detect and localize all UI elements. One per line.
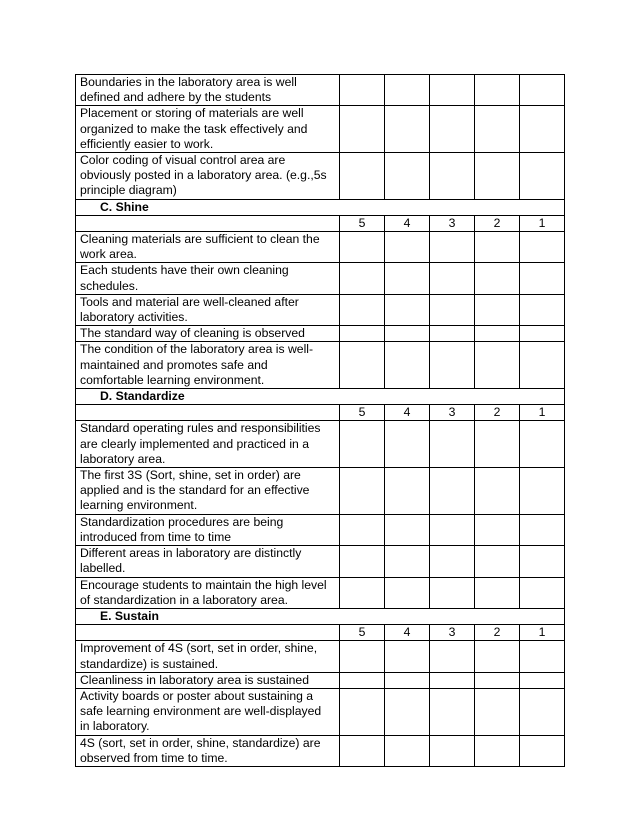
statement-line: Standard operating rules and responsibilities (80, 421, 321, 436)
statement-cell (76, 75, 340, 106)
rating-cell[interactable] (520, 577, 565, 608)
rating-cell[interactable] (475, 577, 520, 608)
rating-cell[interactable] (340, 75, 385, 106)
scale-value: 2 (475, 405, 520, 421)
rating-cell[interactable] (340, 546, 385, 577)
statement-row (76, 75, 565, 106)
statement-line: defined and adhere by the students (80, 90, 272, 105)
statement-row (76, 735, 565, 766)
rating-cell[interactable] (520, 672, 565, 688)
rating-cell[interactable] (385, 326, 430, 342)
statement-cell (76, 546, 340, 577)
statement-line: learning environment. (80, 498, 198, 513)
statement-row (76, 514, 565, 545)
statement-row (76, 106, 565, 153)
rating-cell[interactable] (475, 294, 520, 325)
rating-cell[interactable] (340, 672, 385, 688)
statement-row (76, 153, 565, 200)
rating-cell[interactable] (430, 468, 475, 515)
section-title: E. Sustain (76, 608, 565, 624)
statement-line: safe learning environment are well-displayed (80, 704, 322, 719)
survey-table (75, 74, 565, 767)
statement-cell (76, 106, 340, 153)
rating-cell[interactable] (385, 421, 430, 468)
rating-cell[interactable] (385, 577, 430, 608)
statement-line: Each students have their own cleaning (80, 263, 289, 278)
rating-cell[interactable] (385, 514, 430, 545)
rating-cell[interactable] (430, 735, 475, 766)
rating-cell[interactable] (385, 672, 430, 688)
statement-row (76, 641, 565, 672)
statement-row (76, 468, 565, 515)
scale-value: 5 (340, 405, 385, 421)
rating-cell[interactable] (340, 577, 385, 608)
rating-cell[interactable] (475, 75, 520, 106)
statement-cell (76, 294, 340, 325)
rating-cell[interactable] (385, 688, 430, 735)
statement-line: of standardization in a laboratory area. (80, 592, 288, 607)
rating-cell[interactable] (385, 641, 430, 672)
rating-cell[interactable] (430, 672, 475, 688)
statement-line: Different areas in laboratory are distinctly (80, 546, 302, 561)
rating-cell[interactable] (520, 735, 565, 766)
rating-cell[interactable] (520, 468, 565, 515)
rating-cell[interactable] (385, 232, 430, 263)
rating-cell[interactable] (475, 421, 520, 468)
statement-row (76, 577, 565, 608)
scale-value: 2 (475, 625, 520, 641)
statement-cell (76, 577, 340, 608)
statement-line: Improvement of 4S (sort, set in order, shine, (80, 641, 318, 656)
rating-cell[interactable] (430, 75, 475, 106)
statement-line: Color coding of visual control area are (80, 153, 286, 168)
scale-header-row (76, 215, 565, 231)
statement-cell (76, 641, 340, 672)
scale-value: 1 (520, 625, 565, 641)
rating-cell[interactable] (430, 514, 475, 545)
statement-line: Placement or storing of materials are well (80, 106, 304, 121)
rating-cell[interactable] (385, 294, 430, 325)
rating-cell[interactable] (430, 294, 475, 325)
rating-cell[interactable] (385, 468, 430, 515)
rating-cell[interactable] (520, 75, 565, 106)
statement-line: maintained and promotes safe and (80, 357, 268, 372)
statement-cell (76, 232, 340, 263)
statement-cell (76, 735, 340, 766)
rating-cell[interactable] (520, 294, 565, 325)
rating-cell[interactable] (475, 106, 520, 153)
scale-header-blank (76, 215, 340, 231)
rating-cell[interactable] (385, 106, 430, 153)
statement-line: work area. (80, 247, 137, 262)
scale-header-blank (76, 625, 340, 641)
rating-cell[interactable] (430, 263, 475, 294)
rating-cell[interactable] (430, 153, 475, 200)
statement-row (76, 326, 565, 342)
statement-line: labelled. (80, 561, 126, 576)
rating-cell[interactable] (430, 688, 475, 735)
scale-value: 3 (430, 625, 475, 641)
rating-cell[interactable] (340, 263, 385, 294)
rating-cell[interactable] (430, 326, 475, 342)
rating-cell[interactable] (520, 232, 565, 263)
rating-cell[interactable] (385, 342, 430, 389)
section-title-row (76, 199, 565, 215)
statement-row (76, 342, 565, 389)
statement-line: Encourage students to maintain the high level (80, 577, 327, 592)
rating-cell[interactable] (340, 468, 385, 515)
rating-cell[interactable] (430, 546, 475, 577)
rating-cell[interactable] (520, 342, 565, 389)
rating-cell[interactable] (520, 263, 565, 294)
statement-line: The condition of the laboratory area is well- (80, 342, 314, 357)
rating-cell[interactable] (475, 514, 520, 545)
statement-line: principle diagram) (80, 183, 177, 198)
rating-cell[interactable] (430, 106, 475, 153)
rating-cell[interactable] (520, 688, 565, 735)
statement-cell (76, 421, 340, 468)
section-title-row (76, 608, 565, 624)
scale-header-row (76, 625, 565, 641)
rating-cell[interactable] (430, 577, 475, 608)
scale-value: 3 (430, 405, 475, 421)
rating-cell[interactable] (520, 641, 565, 672)
statement-line: are clearly implemented and practiced in a (80, 436, 309, 451)
rating-cell[interactable] (340, 735, 385, 766)
rating-cell[interactable] (385, 153, 430, 200)
section-title: C. Shine (76, 199, 565, 215)
rating-cell[interactable] (520, 106, 565, 153)
statement-line: organized to make the task effectively and (80, 121, 308, 136)
statement-cell (76, 514, 340, 545)
scale-value: 4 (385, 405, 430, 421)
statement-line: Tools and material are well-cleaned after (80, 294, 299, 309)
statement-row (76, 421, 565, 468)
statement-cell (76, 263, 340, 294)
statement-cell (76, 342, 340, 389)
statement-line: comfortable learning environment. (80, 372, 265, 387)
statement-line: laboratory activities. (80, 310, 188, 325)
scale-header-row (76, 405, 565, 421)
rating-cell[interactable] (475, 153, 520, 200)
statement-line: schedules. (80, 278, 139, 293)
rating-cell[interactable] (340, 641, 385, 672)
scale-value: 3 (430, 215, 475, 231)
rating-cell[interactable] (385, 546, 430, 577)
rating-cell[interactable] (340, 342, 385, 389)
section-title: D. Standardize (76, 389, 565, 405)
scale-value: 1 (520, 405, 565, 421)
rating-cell[interactable] (520, 546, 565, 577)
rating-cell[interactable] (385, 263, 430, 294)
statement-cell (76, 153, 340, 200)
scale-value: 5 (340, 215, 385, 231)
rating-cell[interactable] (340, 326, 385, 342)
statement-line: The standard way of cleaning is observed (80, 326, 305, 341)
rating-cell[interactable] (520, 421, 565, 468)
rating-cell[interactable] (385, 75, 430, 106)
rating-cell[interactable] (475, 641, 520, 672)
rating-cell[interactable] (475, 342, 520, 389)
scale-value: 4 (385, 625, 430, 641)
scale-value: 1 (520, 215, 565, 231)
rating-cell[interactable] (385, 735, 430, 766)
statement-line: 4S (sort, set in order, shine, standardize) are (80, 735, 321, 750)
scale-value: 5 (340, 625, 385, 641)
rating-cell[interactable] (340, 294, 385, 325)
rating-cell[interactable] (475, 263, 520, 294)
rating-cell[interactable] (520, 514, 565, 545)
statement-line: in laboratory. (80, 719, 150, 734)
rating-cell[interactable] (520, 326, 565, 342)
rating-cell[interactable] (475, 468, 520, 515)
statement-line: applied and is the standard for an effective (80, 483, 310, 498)
rating-cell[interactable] (340, 688, 385, 735)
scale-value: 4 (385, 215, 430, 231)
rating-cell[interactable] (475, 735, 520, 766)
statement-line: Standardization procedures are being (80, 514, 284, 529)
statement-line: Cleanliness in laboratory area is sustained (80, 672, 309, 687)
statement-line: introduced from time to time (80, 529, 232, 544)
statement-row (76, 232, 565, 263)
statement-line: Activity boards or poster about sustaining a (80, 688, 314, 703)
rating-cell[interactable] (475, 688, 520, 735)
section-title-row (76, 389, 565, 405)
rating-cell[interactable] (430, 641, 475, 672)
statement-row (76, 688, 565, 735)
rating-cell[interactable] (340, 514, 385, 545)
statement-line: Cleaning materials are sufficient to clean the (80, 232, 320, 247)
rating-cell[interactable] (430, 342, 475, 389)
statement-row (76, 672, 565, 688)
rating-cell[interactable] (475, 546, 520, 577)
statement-line: obviously posted in a laboratory area. (e.g.,5s (80, 168, 327, 183)
rating-cell[interactable] (340, 153, 385, 200)
rating-cell[interactable] (340, 106, 385, 153)
scale-value: 2 (475, 215, 520, 231)
statement-line: efficiently easier to work. (80, 136, 214, 151)
statement-cell (76, 326, 340, 342)
statement-row (76, 263, 565, 294)
rating-cell[interactable] (475, 232, 520, 263)
statement-cell (76, 468, 340, 515)
statement-cell (76, 672, 340, 688)
rating-cell[interactable] (340, 232, 385, 263)
statement-row (76, 546, 565, 577)
statement-line: standardize) is sustained. (80, 656, 219, 671)
rating-cell[interactable] (430, 421, 475, 468)
statement-row (76, 294, 565, 325)
rating-cell[interactable] (430, 232, 475, 263)
statement-cell (76, 688, 340, 735)
rating-cell[interactable] (475, 672, 520, 688)
statement-line: observed from time to time. (80, 750, 228, 765)
statement-line: laboratory area. (80, 451, 166, 466)
statement-line: Boundaries in the laboratory area is well (80, 75, 297, 89)
rating-cell[interactable] (475, 326, 520, 342)
rating-cell[interactable] (340, 421, 385, 468)
rating-cell[interactable] (520, 153, 565, 200)
statement-line: The first 3S (Sort, shine, set in order) are (80, 468, 301, 483)
scale-header-blank (76, 405, 340, 421)
